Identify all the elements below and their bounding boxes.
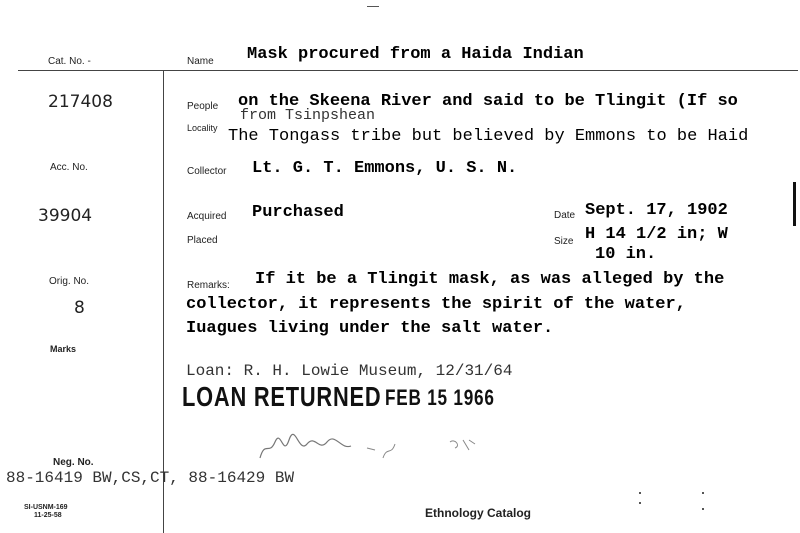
dot-mark [639,492,641,494]
remarks-line-3: Iuagues living under the salt water. [186,319,554,338]
top-tick [367,6,379,7]
size-value-2: 10 in. [595,245,657,264]
collector-label: Collector [187,166,227,177]
dot-mark [639,502,641,504]
locality-value: The Tongass tribe but believed by Emmons to be Haid [228,127,749,146]
header-rule [18,70,798,71]
locality-label: Locality [187,123,218,133]
form-id: SI-USNM-169 [24,504,68,511]
date-value: Sept. 17, 1902 [585,201,728,220]
cat-no-label: Cat. No. - [48,56,91,67]
column-rule [163,70,164,533]
handwritten-signature [255,428,495,468]
acquired-label: Acquired [187,211,227,222]
date-label: Date [554,210,576,221]
remarks-label: Remarks: [187,280,230,291]
orig-no-label: Orig. No. [49,276,90,287]
remarks-line-2: collector, it represents the spirit of the water, [186,295,686,314]
form-date: 11-25-58 [34,512,62,519]
remarks-line-1: If it be a Tlingit mask, as was alleged by the [255,270,725,289]
cat-no-value: 217408 [48,92,113,112]
people-value: on the Skeena River and said to be Tlingit (If so [238,92,738,111]
orig-no-value: 8 [74,298,85,318]
acc-no-label: Acc. No. [50,162,88,173]
marks-label: Marks [50,344,77,354]
loan-returned-stamp: LOAN RETURNED [182,381,382,412]
loan-note: Loan: R. H. Lowie Museum, 12/31/64 [186,362,513,380]
catalog-title: Ethnology Catalog [425,506,531,520]
acc-no-value: 39904 [38,206,93,226]
dot-mark [702,492,704,494]
dot-mark [702,508,704,510]
neg-no-label: Neg. No. [53,457,94,468]
name-label: Name [187,56,214,67]
people-label: People [187,101,219,112]
name-value: Mask procured from a Haida Indian [247,45,584,64]
people-overtype: from Tsinpshean [240,107,376,124]
collector-value: Lt. G. T. Emmons, U. S. N. [252,159,518,178]
edge-mark [793,182,796,226]
size-label: Size [554,236,574,247]
stamp-date: FEB 15 1966 [385,385,495,410]
size-value-1: H 14 1/2 in; W [585,225,728,244]
acquired-value: Purchased [252,203,344,222]
placed-label: Placed [187,235,218,246]
neg-no-value: 88-16419 BW,CS,CT, 88-16429 BW [6,469,295,487]
